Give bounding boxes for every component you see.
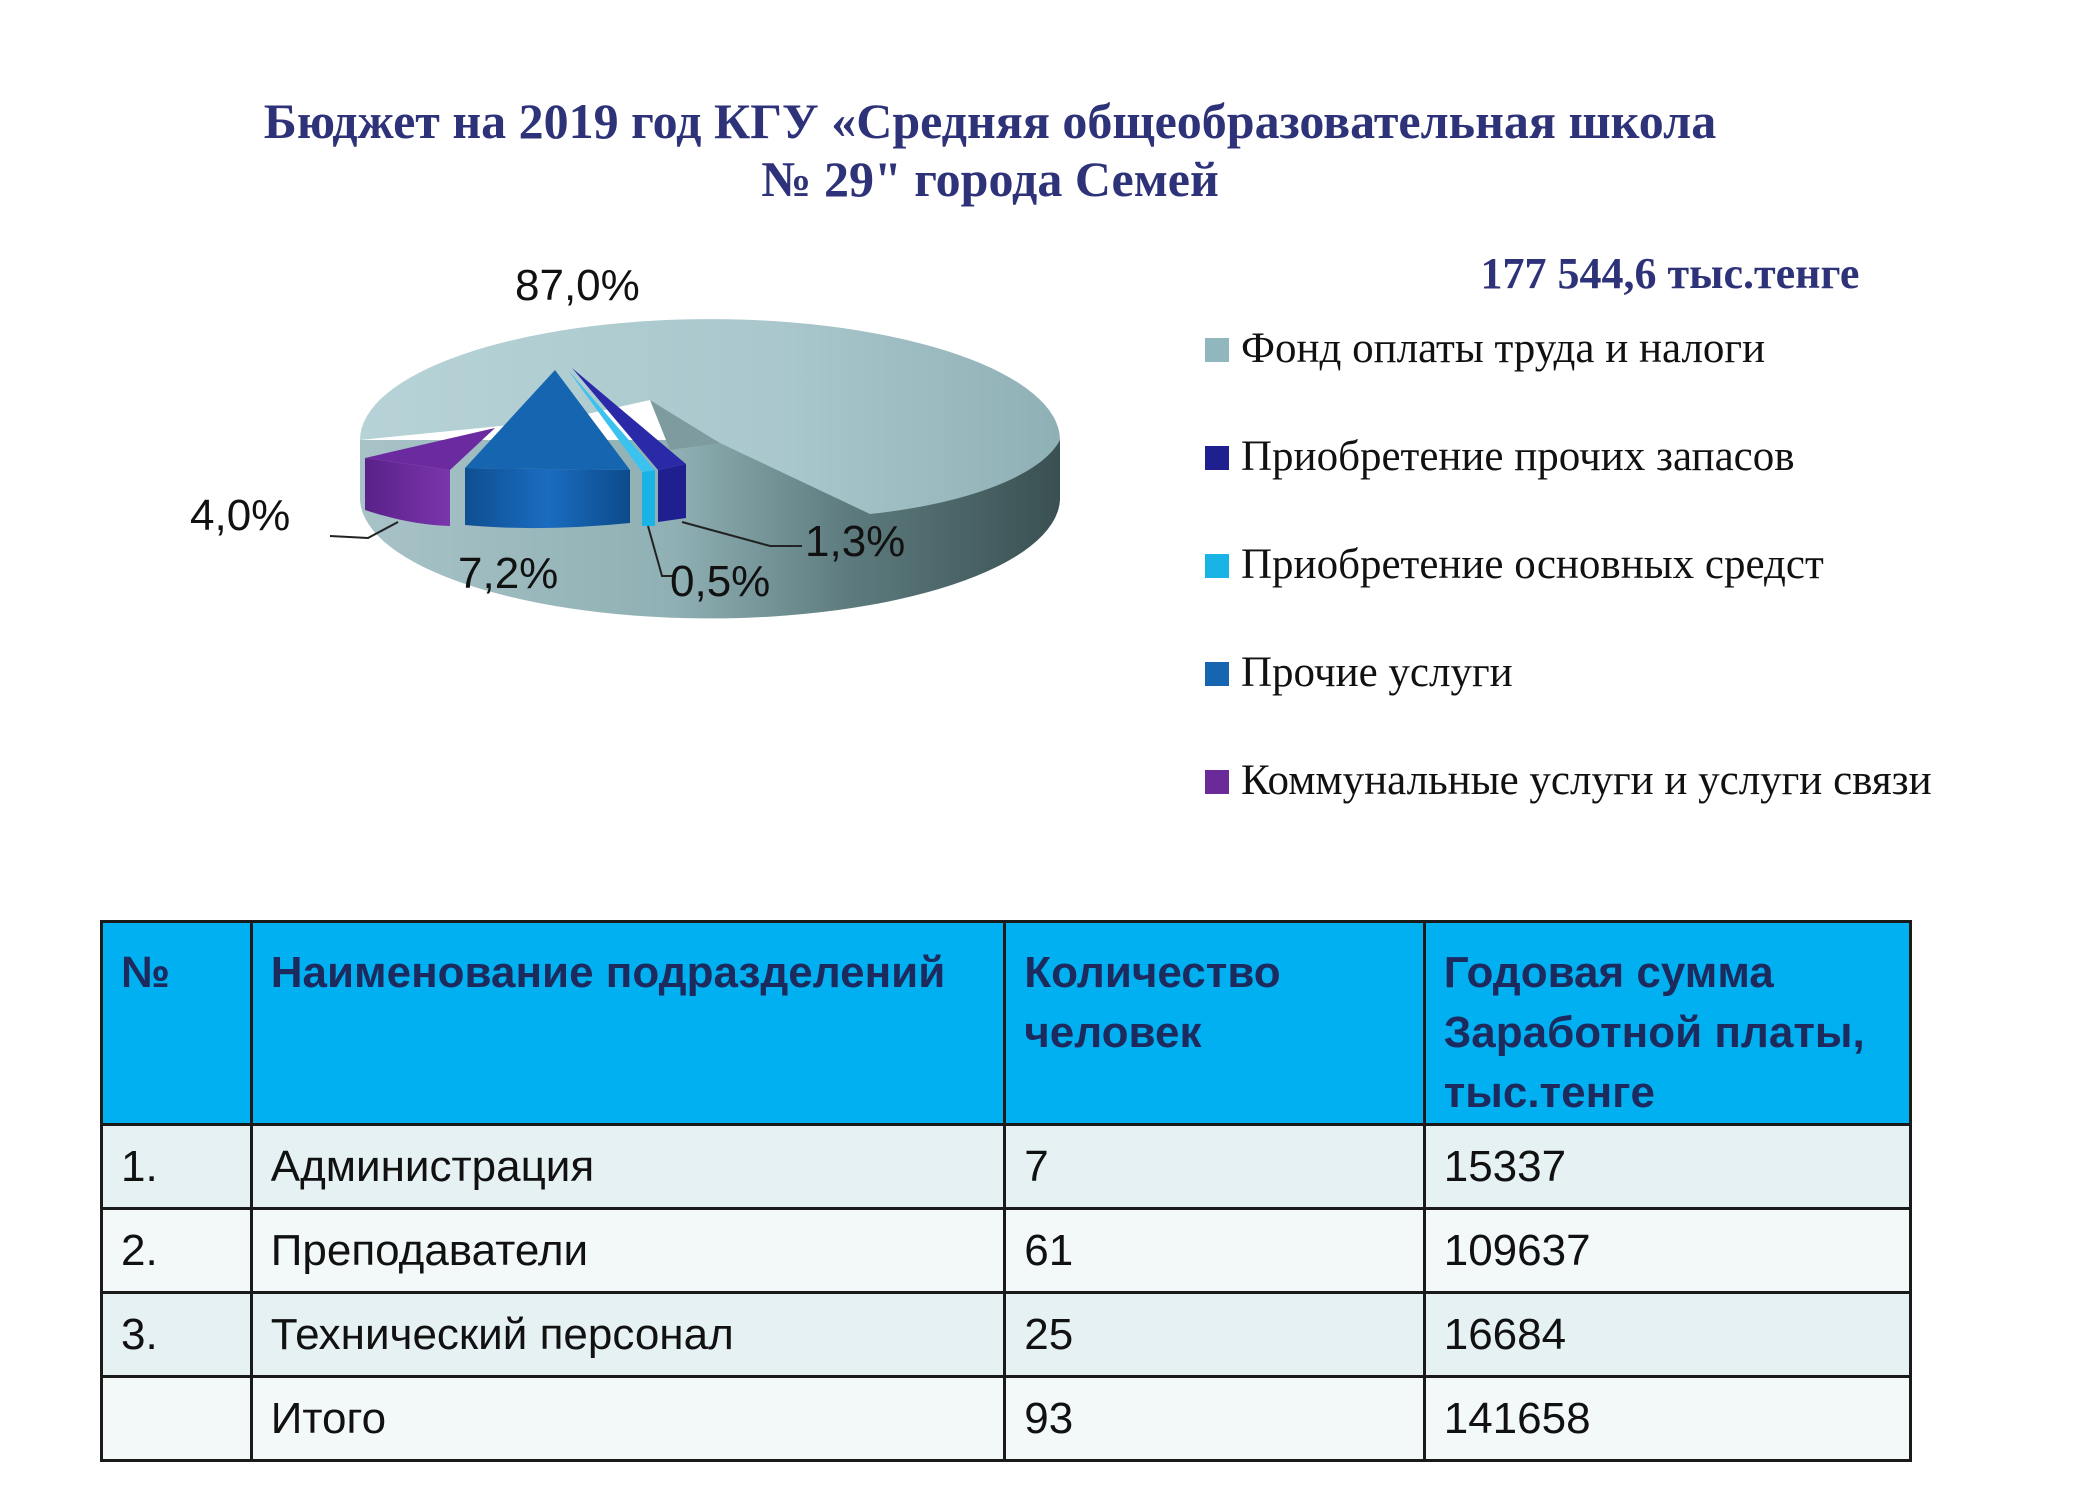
legend-item bbox=[1205, 428, 1945, 486]
cell-name: Технический персонал bbox=[251, 1293, 1004, 1377]
cell-count: 93 bbox=[1005, 1377, 1425, 1461]
legend-label: Приобретение основных средст bbox=[1241, 541, 1824, 588]
pie-chart bbox=[190, 261, 1170, 780]
cell-number: 1. bbox=[102, 1125, 252, 1209]
col-header-name: Наименование подразделений bbox=[251, 922, 1004, 1125]
table-row bbox=[102, 1293, 1911, 1377]
legend-swatch bbox=[1205, 338, 1229, 362]
legend-item bbox=[1205, 644, 1945, 702]
title-line-2: № 29" города Семей bbox=[761, 151, 1219, 207]
legend-swatch bbox=[1205, 662, 1229, 686]
label-os: 0,5% bbox=[670, 557, 771, 606]
cell-name: Администрация bbox=[251, 1125, 1004, 1209]
cell-sum: 15337 bbox=[1424, 1125, 1910, 1209]
legend-item bbox=[1205, 320, 1945, 378]
cell-count: 61 bbox=[1005, 1209, 1425, 1293]
title-line-1: Бюджет на 2019 год КГУ «Средняя общеобразовательная школа bbox=[263, 93, 1717, 149]
legend-swatch bbox=[1205, 446, 1229, 470]
legend-label: Фонд оплаты труда и налоги bbox=[1241, 325, 1766, 372]
legend-label: Прочие услуги bbox=[1241, 649, 1513, 696]
cell-sum: 141658 bbox=[1424, 1377, 1910, 1461]
slice-side-other bbox=[465, 468, 630, 528]
cell-count: 25 bbox=[1005, 1293, 1425, 1377]
cell-number: 2. bbox=[102, 1209, 252, 1293]
table-row bbox=[102, 1125, 1911, 1209]
cell-number: 3. bbox=[102, 1293, 252, 1377]
cell-name: Итого bbox=[251, 1377, 1004, 1461]
col-header-count: Количество человек bbox=[1005, 922, 1425, 1125]
cell-sum: 16684 bbox=[1424, 1293, 1910, 1377]
cell-number bbox=[102, 1377, 252, 1461]
label-other: 7,2% bbox=[458, 549, 559, 598]
legend-label: Коммунальные услуги и услуги связи bbox=[1241, 757, 1932, 804]
legend-item bbox=[1205, 752, 1945, 810]
legend-item bbox=[1205, 536, 1945, 594]
col-header-sum: Годовая сумма Заработной платы, тыс.тенге bbox=[1424, 922, 1910, 1125]
legend-label: Приобретение прочих запасов bbox=[1241, 433, 1795, 480]
col-header-number: № bbox=[102, 922, 252, 1125]
slice-side-zap bbox=[658, 464, 686, 522]
label-zap: 1,3% bbox=[805, 517, 906, 566]
table-row bbox=[102, 1209, 1911, 1293]
label-fot: 87,0% bbox=[515, 261, 640, 310]
table-row bbox=[102, 1377, 1911, 1461]
cell-count: 7 bbox=[1005, 1125, 1425, 1209]
cell-name: Преподаватели bbox=[251, 1209, 1004, 1293]
salary-table bbox=[100, 920, 1912, 1462]
legend-swatch bbox=[1205, 554, 1229, 578]
page-title bbox=[0, 92, 1980, 208]
cell-sum: 109637 bbox=[1424, 1209, 1910, 1293]
chart-total: 177 544,6 тыс.тенге bbox=[1480, 249, 1860, 298]
slice-side-os bbox=[642, 470, 655, 526]
label-comm: 4,0% bbox=[190, 491, 291, 540]
chart-legend bbox=[1205, 320, 1945, 860]
legend-swatch bbox=[1205, 770, 1229, 794]
table-header-row bbox=[102, 922, 1911, 1125]
